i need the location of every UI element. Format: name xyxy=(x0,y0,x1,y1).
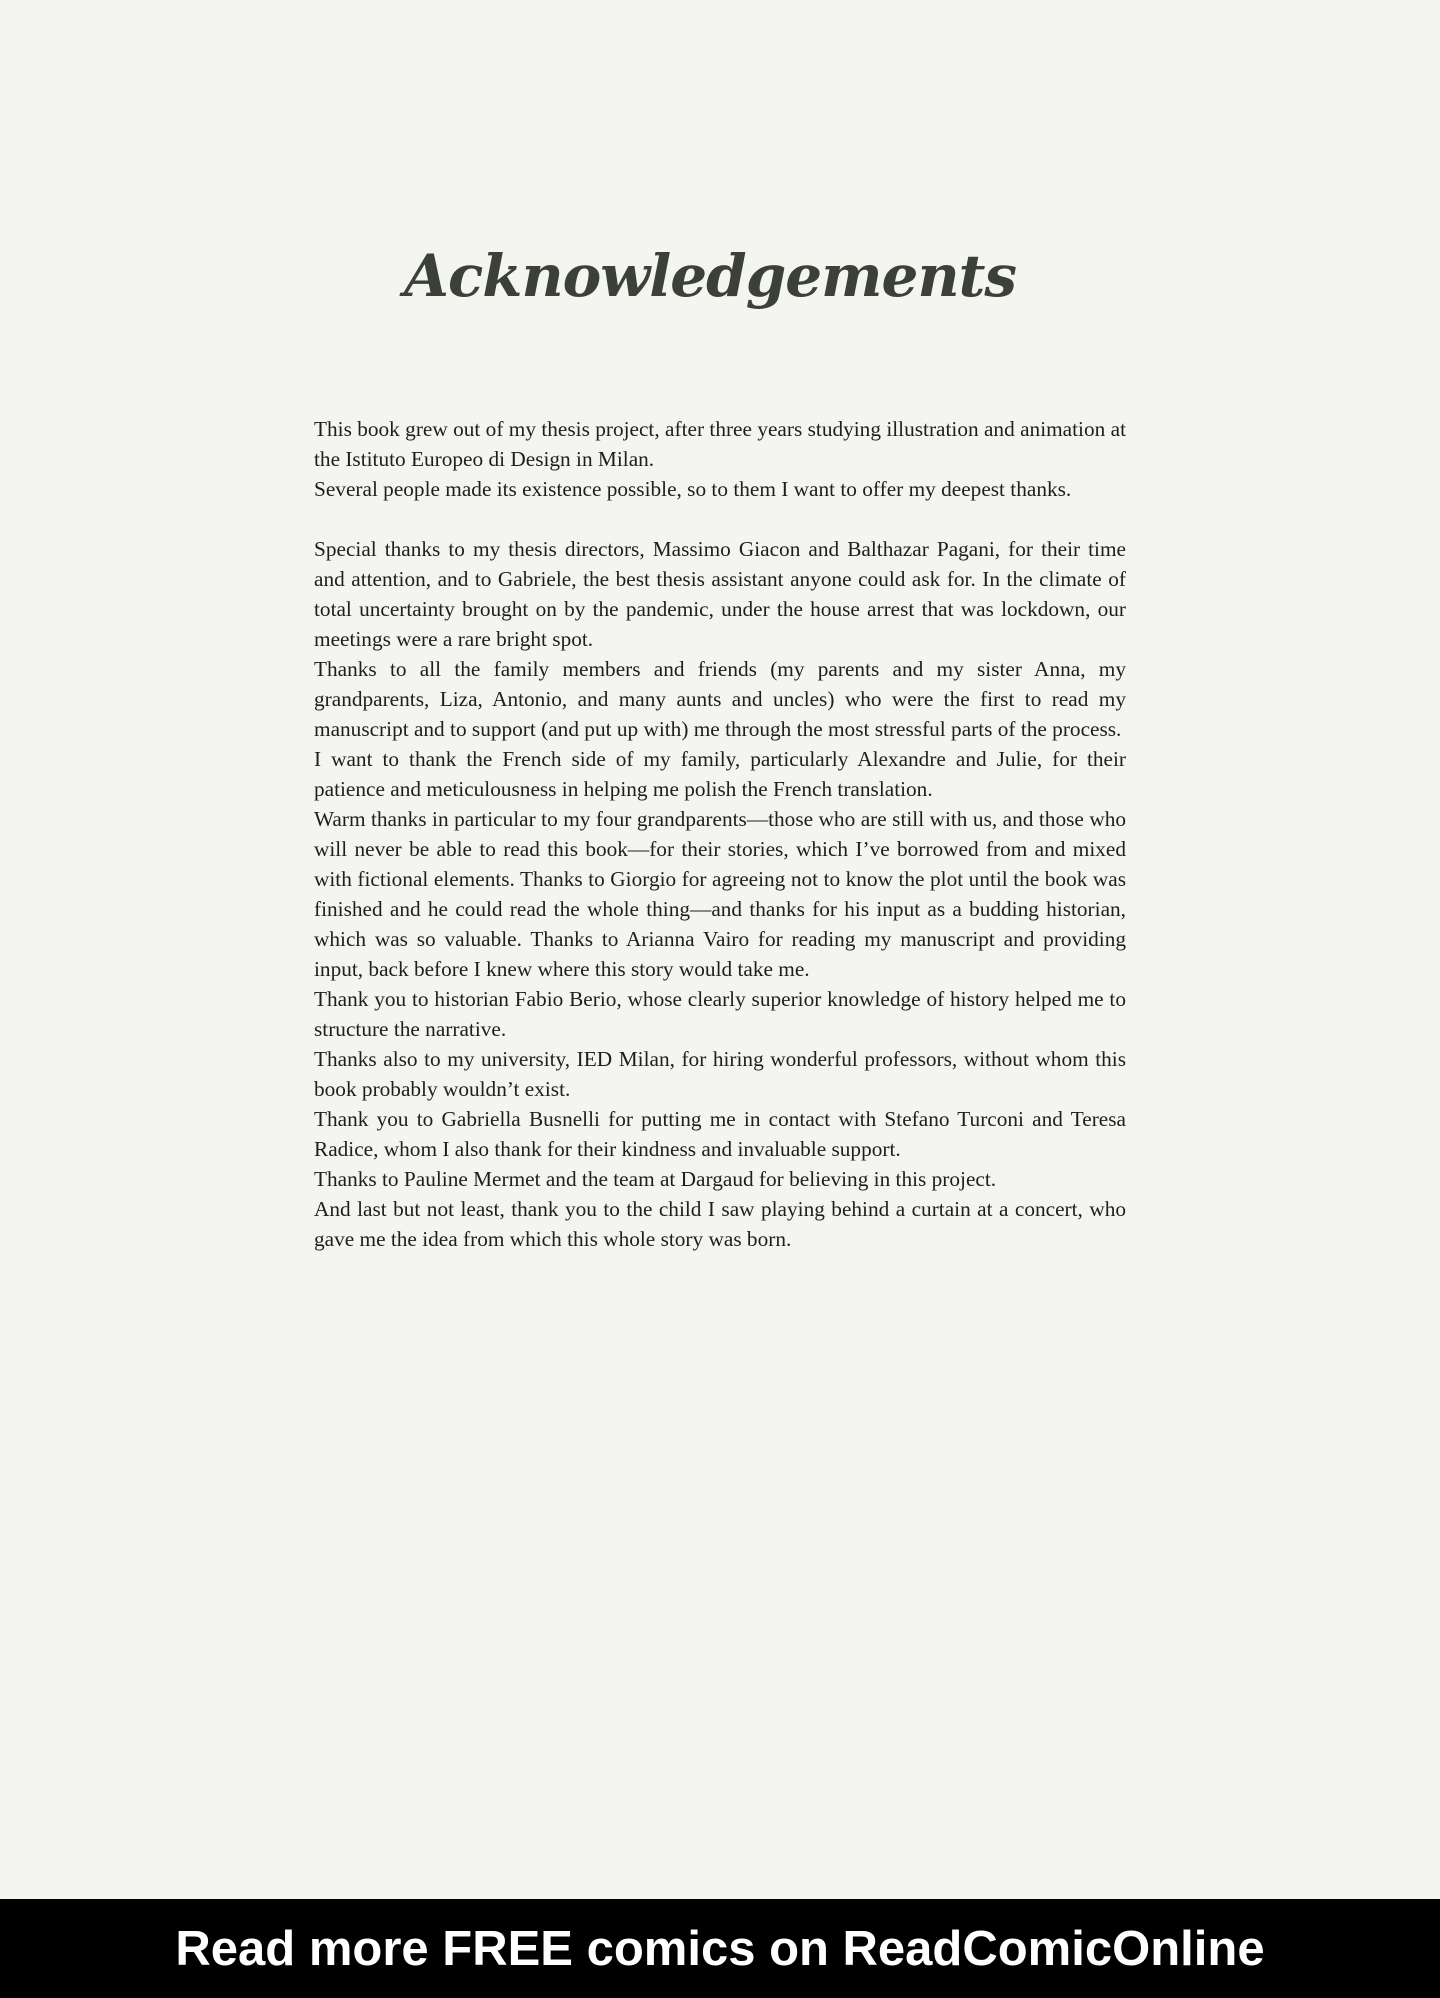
intro-paragraph-1: This book grew out of my thesis project, after three years studying illustration and animation at the Istituto Europeo di Design in Milan. xyxy=(314,417,1126,471)
paragraph-contacts: Thank you to Gabriella Busnelli for putting me in contact with Stefano Turconi and Teresa Radice, whom I also thank for their kindness and invaluable support. xyxy=(314,1107,1126,1161)
intro-paragraph-2: Several people made its existence possible, so to them I want to offer my deepest thanks. xyxy=(314,477,1072,501)
acknowledgements-body xyxy=(314,414,1126,1254)
paragraph-family-friends: Thanks to all the family members and friends (my parents and my sister Anna, my grandparents, Liza, Antonio, and many aunts and uncles) who were the first to read my manuscript and to support (and put up with) me through the most stressful parts of the process. xyxy=(314,657,1126,741)
paragraph-spacer xyxy=(314,504,1126,534)
page-title: Acknowledgements xyxy=(403,242,1017,310)
promo-banner[interactable] xyxy=(0,1899,1440,1998)
paragraph-last: And last but not least, thank you to the child I saw playing behind a curtain at a concert, who gave me the idea from which this whole story was born. xyxy=(314,1197,1126,1251)
promo-banner-text[interactable]: Read more FREE comics on ReadComicOnline xyxy=(175,1921,1265,1976)
paragraph-grandparents: Warm thanks in particular to my four grandparents—those who are still with us, and those who will never be able to read this book—for their stories, which I’ve borrowed from and mixed with fictional elements. Thanks to Giorgio for agreeing not to know the plot until the book was finished and he could read the whole thing—and thanks for his input as a budding historian, which was so valuable. Thanks to Arianna Vairo for reading my manuscript and providing input, back before I knew where this story would take me. xyxy=(314,807,1126,981)
paragraph-historian: Thank you to historian Fabio Berio, whose clearly superior knowledge of history helped me to structure the narrative. xyxy=(314,987,1126,1041)
paragraph-university: Thanks also to my university, IED Milan, for hiring wonderful professors, without whom this book probably wouldn’t exist. xyxy=(314,1047,1126,1101)
paragraph-publisher: Thanks to Pauline Mermet and the team at Dargaud for believing in this project. xyxy=(314,1167,997,1191)
paragraph-french-family: I want to thank the French side of my family, particularly Alexandre and Julie, for their patience and meticulousness in helping me polish the French translation. xyxy=(314,747,1126,801)
paragraph-thesis-directors: Special thanks to my thesis directors, Massimo Giacon and Balthazar Pagani, for their time and attention, and to Gabriele, the best thesis assistant anyone could ask for. In the climate of total uncertainty brought on by the pandemic, under the house arrest that was lockdown, our meetings were a rare bright spot. xyxy=(314,537,1126,651)
